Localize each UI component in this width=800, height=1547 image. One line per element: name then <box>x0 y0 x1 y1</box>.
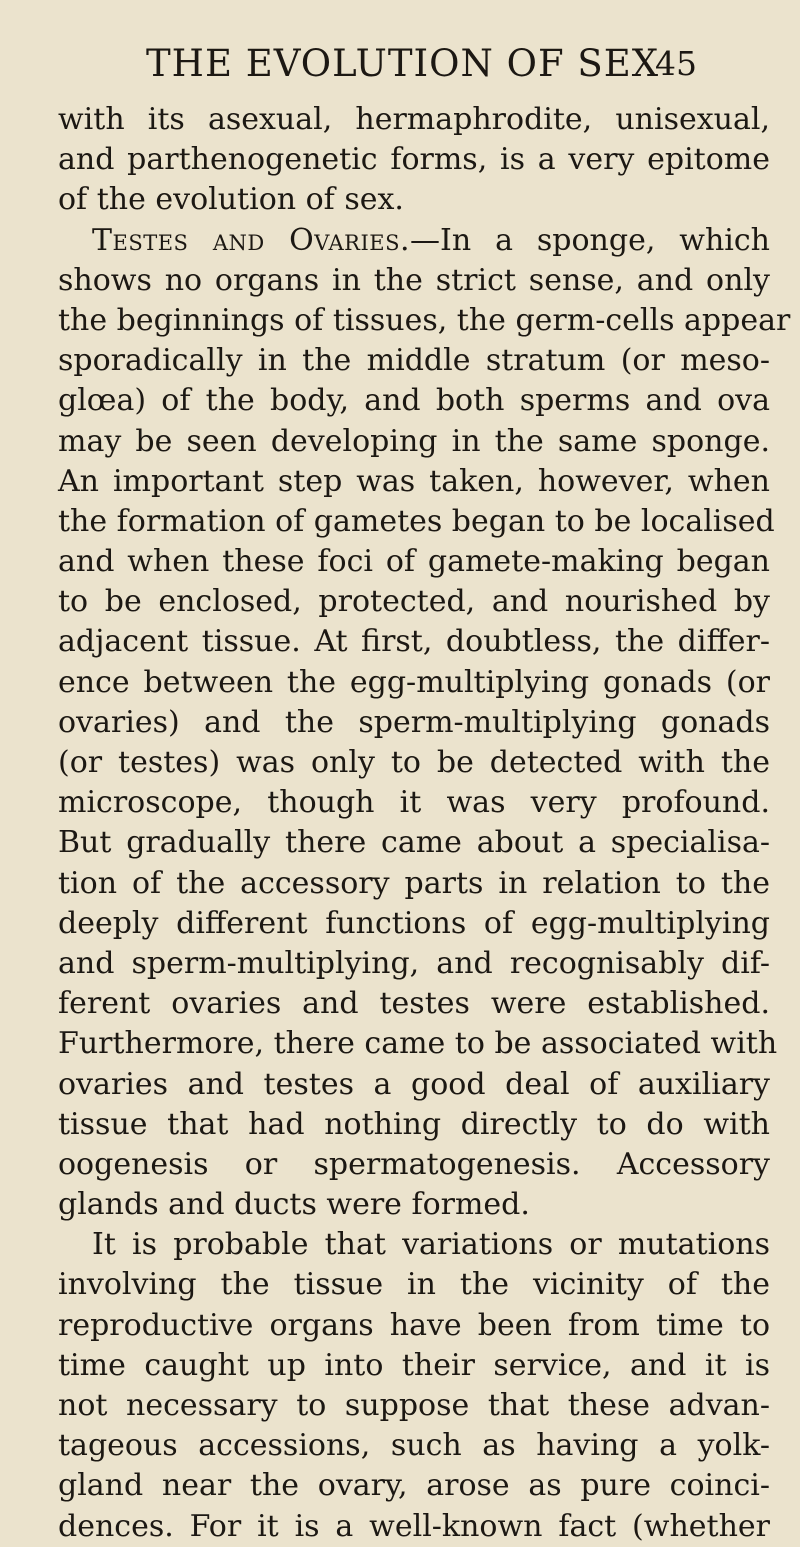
text-line: to be enclosed, protected, and nourished by <box>58 584 770 620</box>
text-line: An important step was taken, however, when <box>58 463 770 499</box>
text-line: the beginnings of tissues, the germ-cells appear <box>58 302 791 338</box>
section-heading: Testes and Ovaries. <box>92 222 411 258</box>
text-line: may be seen developing in the same sponge. <box>58 423 770 459</box>
text-line: tageous accessions, such as having a yolk- <box>58 1428 770 1464</box>
text-line: with its asexual, hermaphrodite, unisexual, <box>58 102 770 137</box>
text-line: and parthenogenetic forms, is a very epitome <box>58 142 770 178</box>
text-line: not necessary to suppose that these advan- <box>58 1388 770 1423</box>
text-line: of the evolution of sex. <box>58 182 404 218</box>
text-line: glands and ducts were formed. <box>58 1187 530 1223</box>
text-line: ence between the egg-multiplying gonads (or <box>58 664 770 700</box>
text-line: the formation of gametes began to be localised <box>58 503 775 539</box>
text-line: time caught up into their service, and it is <box>58 1347 770 1383</box>
text-line: reproductive organs have been from time to <box>58 1307 770 1343</box>
text-line: ovaries and testes a good deal of auxiliary <box>58 1066 770 1102</box>
text-line: gland near the ovary, arose as pure coinci- <box>58 1468 770 1504</box>
text-line: glœa) of the body, and both sperms and ova <box>58 383 770 419</box>
text-line: and when these foci of gamete-making began <box>58 544 770 580</box>
text-line: ovaries) and the sperm-multiplying gonads <box>58 704 770 740</box>
text-line: But gradually there came about a specialisa- <box>58 825 770 861</box>
text-line: ferent ovaries and testes were established. <box>58 986 770 1022</box>
text-line: adjacent tissue. At first, doubtless, the differ- <box>58 624 770 660</box>
text-line: (or testes) was only to be detected with the <box>58 745 770 780</box>
text-line: microscope, though it was very profound. <box>58 785 770 821</box>
text-line: It is probable that variations or mutations <box>92 1227 770 1263</box>
text-line: and sperm-multiplying, and recognisably dif- <box>58 945 770 981</box>
page-header <box>0 28 800 98</box>
text-line: Testes and Ovaries.—In a sponge, which <box>92 222 770 258</box>
text-line: shows no organs in the strict sense, and only <box>58 262 770 298</box>
text-line: sporadically in the middle stratum (or meso- <box>58 343 770 379</box>
text-line: involving the tissue in the vicinity of the <box>58 1267 770 1303</box>
running-title: THE EVOLUTION OF SEX <box>146 42 660 85</box>
text-line: oogenesis or spermatogenesis. Accessory <box>58 1146 770 1182</box>
text-line: tissue that had nothing directly to do with <box>58 1106 770 1142</box>
text-line: tion of the accessory parts in relation to the <box>58 865 770 901</box>
text-line: dences. For it is a well-known fact (whether <box>58 1508 770 1544</box>
text-line: deeply different functions of egg-multiplying <box>58 905 770 941</box>
body-text <box>58 100 791 1547</box>
page-number: 45 <box>655 44 697 83</box>
text-line: Furthermore, there came to be associated with <box>58 1026 778 1062</box>
